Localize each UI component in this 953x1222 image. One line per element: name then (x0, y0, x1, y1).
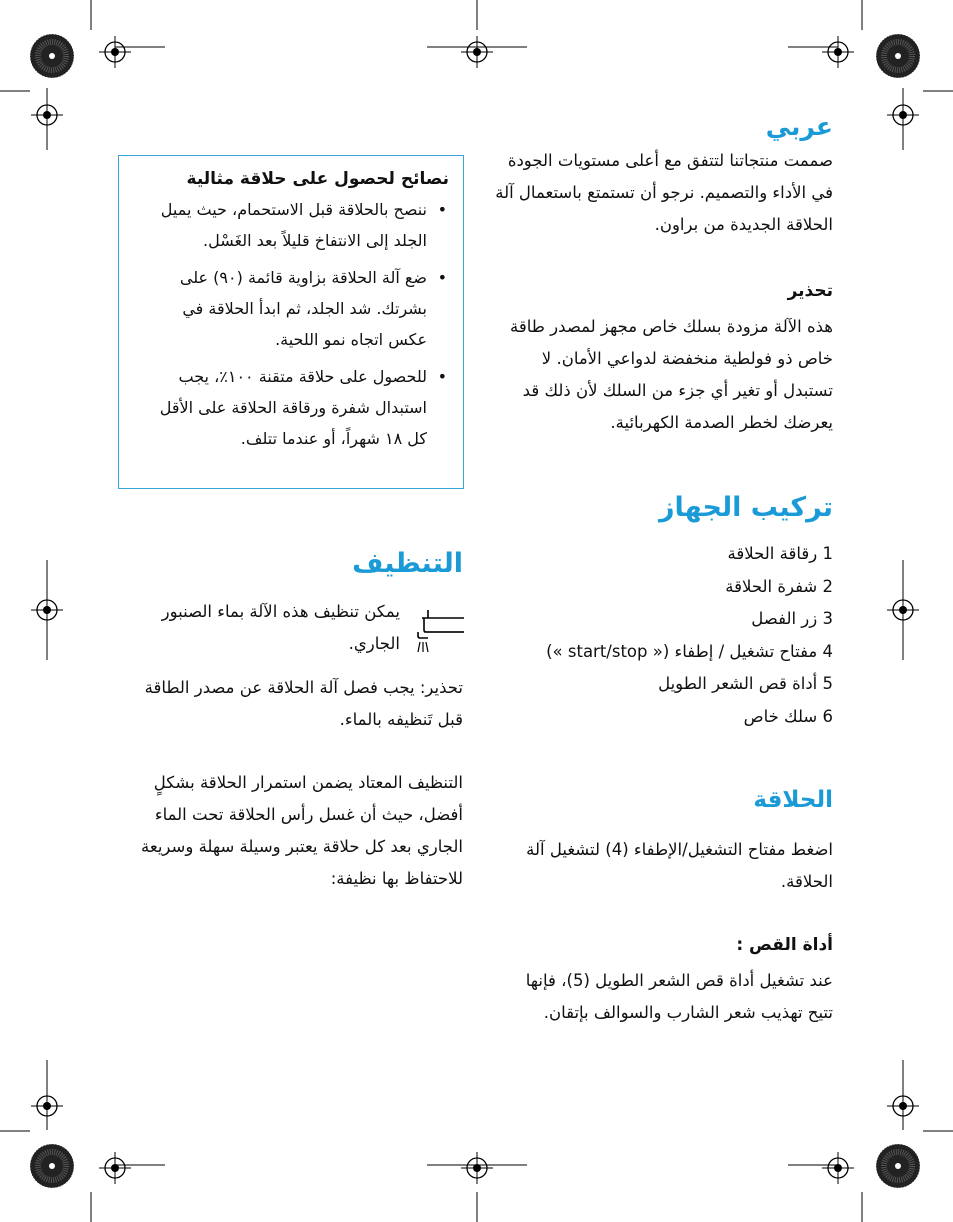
cleaning-title: التنظيف (352, 548, 463, 579)
tip-line: ضع آلة الحلاقة بزاوية قائمة (٩٠) على (179, 268, 427, 288)
trimmer-line: تتيح تهذيب شعر الشارب والسوالف بإتقان. (543, 1003, 833, 1022)
tip-line: عكس اتجاه نمو اللحية. (275, 330, 427, 350)
shaving-line: اضغط مفتاح التشغيل/الإطفاء (4) لتشغيل آلة (526, 840, 833, 859)
cleaning-line: يمكن تنظيف هذه الآلة بماء الصنبور (161, 602, 400, 621)
warning-line: هذه الآلة مزودة بسلك خاص مجهز لمصدر طاقة (510, 317, 833, 336)
tip-line: استبدال شفرة ورقاقة الحلاقة على الأقل (159, 398, 427, 418)
cleaning-line: الجاري. (348, 634, 400, 653)
assembly-parts-list (473, 538, 833, 733)
list-item: 6 سلك خاص (743, 706, 833, 726)
list-item: 2 شفرة الحلاقة (725, 576, 833, 596)
cleaning-line: قبل تَنظيفه بالماء. (339, 710, 463, 729)
list-item: 1 رقاقة الحلاقة (727, 544, 833, 563)
assembly-title: تركيب الجهاز (659, 492, 833, 523)
tip-line: كل ١٨ شهراً، أو عندما تتلف. (240, 429, 427, 449)
intro-line: في الأداء والتصميم. نرجو أن تستمتع باستعمال آلة (495, 183, 833, 202)
trimmer-title: أداة القص : (736, 935, 833, 955)
tips-box (118, 155, 464, 489)
intro-paragraph (473, 145, 833, 241)
tip-line: بشرتك. شد الجلد، ثم ابدأ الحلاقة في (182, 299, 427, 319)
tips-list (133, 194, 449, 454)
tips-title: نصائح لحصول على حلاقة مثالية (186, 169, 449, 189)
cleaning-line: الجاري بعد كل حلاقة يعتبر وسيلة سهلة وسريعة (141, 837, 463, 856)
tip-line: الجلد إلى الانتفاخ قليلاً بعد الغَسْل. (203, 231, 427, 251)
bullet-icon: • (437, 268, 447, 288)
warning-line: خاص ذو فولطية منخفضة لدواعي الأمان. لا (541, 349, 833, 368)
shaving-line: الحلاقة. (780, 872, 833, 891)
tap-water-icon (414, 608, 466, 660)
trimmer-paragraph (473, 965, 833, 1029)
bullet-icon: • (437, 200, 447, 220)
regular-cleaning-paragraph (103, 767, 463, 895)
warning-paragraph (473, 311, 833, 439)
bullet-icon: • (437, 367, 447, 387)
intro-line: صممت منتجاتنا لتتفق مع أعلى مستويات الجودة (507, 151, 833, 170)
shaving-title: الحلاقة (753, 787, 833, 813)
list-item (133, 361, 449, 454)
list-item (133, 262, 449, 355)
list-item: 4 مفتاح تشغيل / إطفاء (« start/stop ») (546, 641, 833, 661)
arabic-section-title: عربي (765, 112, 833, 141)
warning-line: يعرضك لخطر الصدمة الكهربائية. (610, 413, 833, 432)
tap-cleaning-paragraph (140, 596, 400, 660)
intro-line: الحلاقة الجديدة من براون. (654, 215, 833, 234)
cleaning-warning-paragraph (103, 672, 463, 736)
tip-line: ننصح بالحلاقة قبل الاستحمام، حيث يميل (160, 200, 427, 220)
cleaning-line: التنظيف المعتاد يضمن استمرار الحلاقة بشكلٍ (153, 773, 463, 792)
list-item: 3 زر الفصل (751, 609, 833, 628)
shaving-paragraph (473, 834, 833, 898)
list-item (133, 194, 449, 256)
list-item: 5 أداة قص الشعر الطويل (658, 674, 833, 693)
warning-line: تستبدل أو تغير أي جزء من السلك لأن ذلك قد (522, 381, 833, 400)
cleaning-line: للاحتفاظ بها نظيفة: (330, 869, 463, 888)
trimmer-line: عند تشغيل أداة قص الشعر الطويل (5)، فإنها (525, 971, 833, 990)
cleaning-line: تحذير: يجب فصل آلة الحلاقة عن مصدر الطاقة (144, 678, 463, 697)
warning-title: تحذير (787, 281, 833, 301)
cleaning-line: أفضل، حيث أن غسل رأس الحلاقة تحت الماء (154, 805, 463, 824)
tip-line: للحصول على حلاقة متقنة ١٠٠٪، يجب (178, 367, 427, 387)
